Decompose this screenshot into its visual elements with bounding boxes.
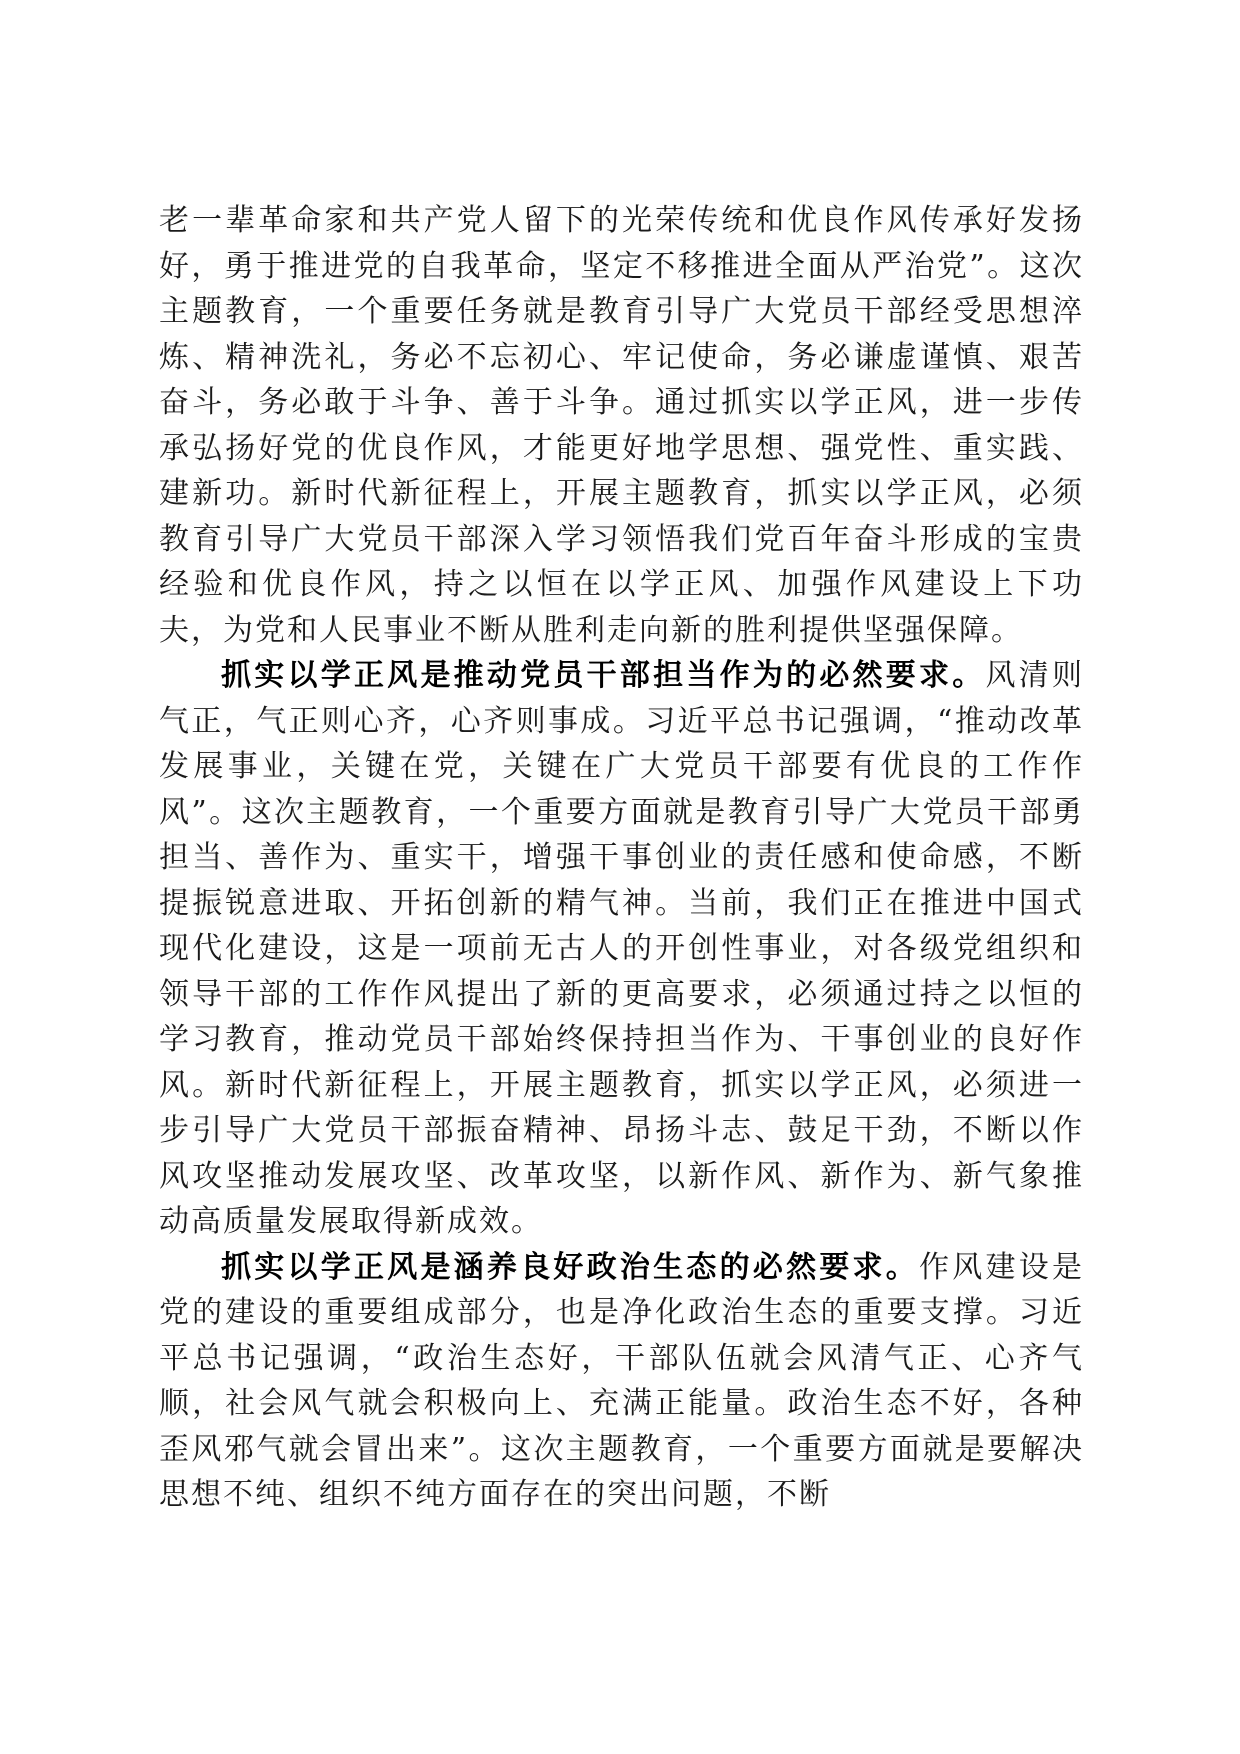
- paragraph-1-text: 老一辈革命家和共产党人留下的光荣传统和优良作风传承好发扬好，勇于推进党的自我革命，坚定不移推进全面从严治党”。这次主题教育，一个重要任务就是教育引导广大党员干部经受思想淬炼、精神洗礼，务必不忘初心、牢记使命，务必谦虚谨慎、艰苦奋斗，务必敢于斗争、善于斗争。通过抓实以学正风，进一步传承弘扬好党的优良作风，才能更好地学思想、强党性、重实践、建新功。新时代新征程上，开展主题教育，抓实以学正风，必须教育引导广大党员干部深入学习领悟我们党百年奋斗形成的宝贵经验和优良作风，持之以恒在以学正风、加强作风建设上下功夫，为党和人民事业不断从胜利走向新的胜利提供坚强保障。: [159, 203, 1084, 648]
- document-body: [159, 198, 1084, 1518]
- paragraph-responsibility: [159, 653, 1084, 1245]
- paragraph-2-lead: 抓实以学正风是推动党员干部担当作为的必然要求。: [221, 658, 986, 693]
- paragraph-political-ecology: [159, 1245, 1084, 1518]
- paragraph-continuation: [159, 198, 1084, 653]
- paragraph-2-text: 风清则气正，气正则心齐，心齐则事成。习近平总书记强调，“推动改革发展事业，关键在党，关键在广大党员干部要有优良的工作作风”。这次主题教育，一个重要方面就是教育引导广大党员干部勇担当、善作为、重实干，增强干事创业的责任感和使命感，不断提振锐意进取、开拓创新的精气神。当前，我们正在推进中国式现代化建设，这是一项前无古人的开创性事业，对各级党组织和领导干部的工作作风提出了新的更高要求，必须通过持之以恒的学习教育，推动党员干部始终保持担当作为、干事创业的良好作风。新时代新征程上，开展主题教育，抓实以学正风，必须进一步引导广大党员干部振奋精神、昂扬斗志、鼓足干劲，不断以作风攻坚推动发展攻坚、改革攻坚，以新作风、新作为、新气象推动高质量发展取得新成效。: [159, 658, 1085, 1239]
- paragraph-3-text: 作风建设是党的建设的重要组成部分，也是净化政治生态的重要支撑。习近平总书记强调，“政治生态好，干部队伍就会风清气正、心齐气顺，社会风气就会积极向上、充满正能量。政治生态不好，各种歪风邪气就会冒出来”。这次主题教育，一个重要方面就是要解决思想不纯、组织不纯方面存在的突出问题，不断: [159, 1249, 1085, 1512]
- paragraph-3-lead: 抓实以学正风是涵养良好政治生态的必然要求。: [221, 1249, 920, 1285]
